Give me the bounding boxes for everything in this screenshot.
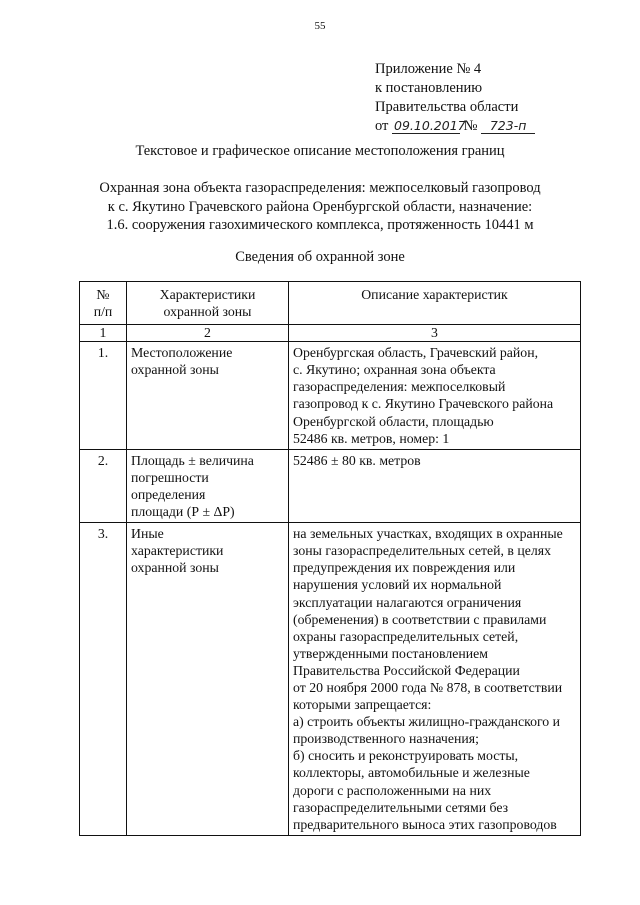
table-row — [80, 342, 581, 450]
cell-line: Площадь ± величина — [131, 452, 254, 468]
cell-line: Оренбургской области, площадью — [293, 413, 494, 429]
cell-line: газораспределительными сетями без — [293, 799, 509, 815]
header-text: Характеристики — [159, 287, 256, 302]
cell-line: площади (Р ± ΔР) — [131, 504, 235, 520]
cell-line: погрешности — [131, 469, 209, 485]
header-characteristics — [127, 282, 289, 325]
cell-line: предупреждения их повреждения или — [293, 560, 516, 576]
object-description — [70, 179, 570, 235]
handwritten-number: 723-п — [481, 119, 535, 134]
handwritten-date: 09.10.2017 — [394, 118, 466, 133]
cell-line: Иные — [131, 526, 164, 542]
appendix-block — [375, 60, 535, 136]
cell-line: охранной зоны — [131, 560, 219, 576]
number-label: № — [463, 118, 478, 134]
cell-line: Местоположение — [131, 345, 233, 361]
header-text: № — [96, 287, 110, 302]
page-number: 55 — [314, 20, 326, 32]
cell-line: коллекторы, автомобильные и железные — [293, 765, 530, 781]
subtitle-line-1: Охранная зона объекта газораспределения: межпоселковый газопровод — [99, 180, 541, 196]
cell-line: (обременения) в соответствии с правилами — [293, 611, 547, 627]
cell-line: от 20 ноября 2000 года № 878, в соответствии — [293, 679, 563, 695]
subtitle-line-3: 1.6. сооружения газохимического комплекса, протяженность 10441 м — [106, 217, 534, 233]
cell-line: дороги с расположенными на них — [293, 782, 492, 798]
cell-line: которыми запрещается: — [293, 697, 432, 713]
protection-zone-table — [79, 281, 581, 836]
cell-line: характеристики — [131, 543, 224, 559]
cell-line: б) сносить и реконструировать мосты, — [293, 748, 519, 764]
section-title: Сведения об охранной зоне — [235, 249, 405, 265]
cell-line: с. Якутино; охранная зона объекта — [293, 362, 496, 378]
row-characteristic — [127, 342, 289, 450]
cell-line: 52486 кв. метров, номер: 1 — [293, 430, 450, 446]
appendix-line-1: Приложение № 4 — [375, 61, 482, 77]
cell-line: определения — [131, 486, 206, 502]
index-cell: 3 — [289, 325, 581, 342]
header-number — [80, 282, 127, 325]
cell-line: утвержденными постановлением — [293, 645, 488, 661]
cell-line: производственного назначения; — [293, 731, 479, 747]
header-text: п/п — [93, 304, 113, 320]
cell-line: охранной зоны — [131, 362, 219, 378]
subtitle-line-2: к с. Якутино Грачевского района Оренбургской области, назначение: — [107, 198, 533, 215]
row-number: 2. — [80, 449, 127, 522]
cell-line: эксплуатации налагаются ограничения — [293, 594, 522, 610]
index-cell: 2 — [127, 325, 289, 342]
header-text: Описание характеристик — [361, 287, 508, 302]
appendix-line-2: к постановлению — [375, 80, 483, 96]
row-characteristic — [127, 523, 289, 836]
cell-line: газопровод к с. Якутино Грачевского района — [293, 396, 554, 412]
index-cell: 1 — [80, 325, 127, 342]
header-text: охранной зоны — [163, 304, 252, 320]
document-title: Текстовое и графическое описание местоположения границ — [135, 143, 505, 159]
appendix-line-3: Правительства области — [375, 99, 519, 115]
row-description — [289, 449, 581, 522]
appendix-date-line — [375, 117, 535, 136]
table-header-row — [80, 282, 581, 325]
cell-line: Правительства Российской Федерации — [293, 662, 520, 678]
cell-line: на земельных участках, входящих в охранные — [293, 526, 563, 542]
row-number: 3. — [80, 523, 127, 836]
row-description — [289, 523, 581, 836]
cell-line: зоны газораспределительных сетей, в целях — [293, 543, 551, 559]
cell-line: газораспределения: межпоселковый — [293, 379, 506, 395]
cell-line: предварительного выноса этих газопроводов — [293, 816, 557, 832]
row-description — [289, 342, 581, 450]
row-characteristic — [127, 449, 289, 522]
table-row — [80, 449, 581, 522]
cell-line: Оренбургская область, Грачевский район, — [293, 345, 539, 361]
header-description — [289, 282, 581, 325]
cell-line: охраны газораспределительных сетей, — [293, 628, 519, 644]
cell-line: нарушения условий их нормальной — [293, 577, 502, 593]
cell-line: а) строить объекты жилищно-гражданского и — [293, 714, 561, 730]
column-index-row — [80, 325, 581, 342]
row-number: 1. — [80, 342, 127, 450]
from-label: от — [375, 118, 389, 134]
cell-line: 52486 ± 80 кв. метров — [293, 452, 421, 468]
table-row — [80, 523, 581, 836]
